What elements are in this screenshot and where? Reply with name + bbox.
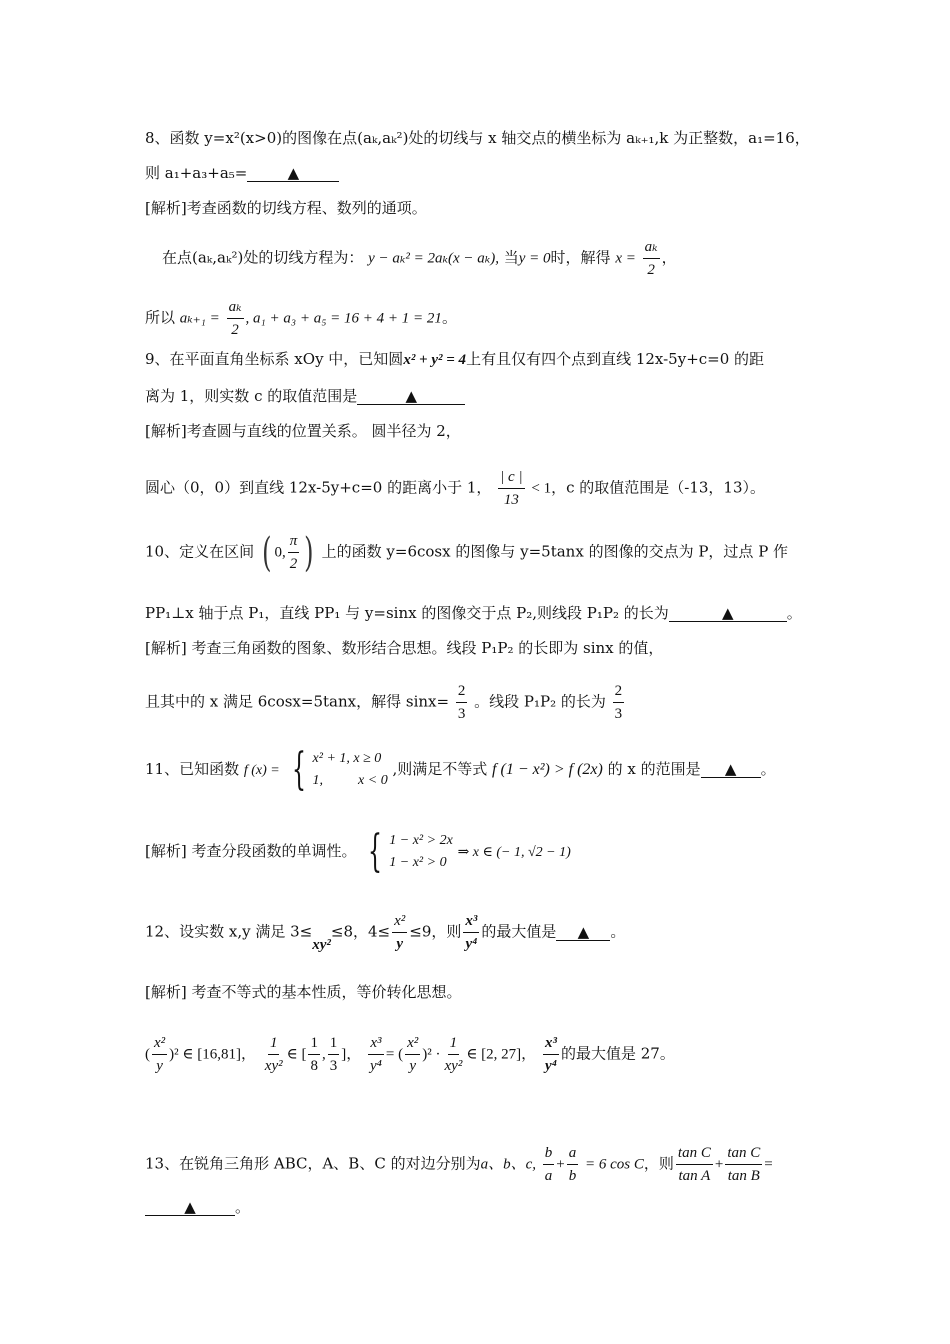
q9-solution (145, 466, 765, 511)
q13-frac-tanC-tanB (725, 1142, 762, 1187)
q8-comma: ， (661, 248, 677, 267)
q12-x2: x² (392, 910, 407, 933)
q13-line2 (145, 1197, 250, 1217)
q9-line1-pre: 9、在平面直角坐标系 xOy 中，已知圆 (145, 350, 404, 368)
q9-analysis: [解析]考查圆与直线的位置关系。 圆半径为 2， (145, 422, 461, 440)
q11-case2: 1, x < 0 (312, 773, 388, 788)
q13-tanC2: tan C (725, 1142, 762, 1165)
q13-a-den: a (544, 1168, 553, 1184)
q12-s-frac3-num: x³ (368, 1032, 383, 1055)
q10-analysis: [解析] 考查三角函数的图象、数形结合思想。线段 P₁P₂ 的长即为 sinx 的值， (145, 639, 664, 657)
q12-s-one3-den: 3 (329, 1058, 338, 1074)
q12-mid2: ≤9，则 (409, 922, 462, 941)
triangle-icon: ▲ (724, 760, 737, 778)
q8-frac2-ak-2 (227, 296, 244, 341)
q13-eq-6cosC: = 6 cos C (585, 1156, 644, 1173)
q12-s-one8-num: 1 (308, 1032, 320, 1055)
q12-s-frac4 (405, 1032, 420, 1077)
q11-inequality: f (1 − x²) > f (2x) (492, 761, 603, 778)
q9-line2 (145, 386, 465, 406)
q9-line2-text: 离为 1，则实数 c 的取值范围是 (145, 387, 358, 405)
q11-line (145, 744, 776, 795)
q12-s-frac-1-3 (328, 1032, 340, 1077)
q8-sol2-lhs: aₖ₊₁ = (179, 310, 220, 327)
q12-frac-x3-y4 (463, 910, 479, 955)
q10-frac-2-3 (456, 680, 468, 725)
q12-frac-x2-y (392, 910, 407, 955)
q8-frac2-den: 2 (231, 322, 239, 338)
q8-line1: 8、函数 y=x²(x>0)的图像在点(aₖ,aₖ²)处的切线与 x 轴交点的横坐标为 aₖ₊₁,k 为正整数，a₁=16， (145, 129, 810, 147)
q12-y4: y⁴ (465, 936, 478, 952)
q8-solution-line1 (162, 236, 677, 281)
q11-fx: f (x) = (243, 763, 280, 778)
q12-s-sep3: ， (521, 1044, 537, 1063)
q11-mid: ,则满足不等式 (392, 760, 488, 778)
q8-sum-result: , a₁ + a₃ + a₅ = 16 + 4 + 1 = 21 (245, 310, 442, 327)
q12-s-sep2: ， (346, 1044, 362, 1063)
q13-mid: ，则 (643, 1154, 674, 1173)
q10-frac-den: 3 (457, 706, 466, 722)
q10-solution (145, 680, 626, 725)
q10-pi-den: 2 (289, 556, 298, 572)
q10-line2 (145, 603, 802, 623)
q12-s-rbracket: ] (341, 1046, 347, 1063)
q8-frac-den: 2 (647, 262, 655, 278)
q13-answer-blank (145, 1199, 235, 1216)
q13-tanC1: tan C (676, 1142, 713, 1165)
q11-cases (313, 748, 388, 792)
q8-frac-num: aₖ (643, 236, 660, 259)
q10-pi-num: π (288, 530, 300, 553)
q13-abc: a、b、c, (480, 1156, 536, 1173)
q13-plus2: + (714, 1156, 724, 1173)
q13-tanB: tan B (727, 1168, 760, 1184)
q12-s-sq: )² · (422, 1046, 441, 1063)
q8-x-equals: x = (615, 250, 636, 267)
q8-y-zero: y = 0 (518, 250, 551, 267)
q10-line2-text: PP₁⊥x 轴于点 P₁，直线 PP₁ 与 y=sinx 的图像交于点 P₂,则线段 P₁P₂ 的长为 (145, 604, 669, 622)
triangle-icon: ▲ (721, 604, 734, 622)
q12-s-frac2 (263, 1032, 285, 1077)
q9-frac-c-13 (498, 466, 524, 511)
q10-period: 。 (786, 604, 802, 622)
q8-period: 。 (441, 308, 457, 327)
q12-solution (145, 1032, 675, 1077)
q13-frac-tanC-tanA (676, 1142, 713, 1187)
q13-period: 。 (235, 1198, 251, 1216)
q13-frac-a-b (567, 1142, 579, 1187)
q9-answer-blank (357, 388, 465, 405)
q12-s-frac6-den: y⁴ (545, 1058, 557, 1074)
q13-tanA: tan A (678, 1168, 711, 1184)
q11-implies: ⇒ x ∈ (− 1, √2 − 1) (457, 845, 571, 860)
q12-s-frac1 (152, 1032, 167, 1077)
q8-analysis: [解析]考查函数的切线方程、数列的通项。 (145, 199, 427, 217)
q9-frac-num: | c | (498, 466, 524, 489)
triangle-icon: ▲ (577, 922, 590, 941)
q10-frac2-num: 2 (613, 680, 625, 703)
q13-plus: + (556, 1156, 565, 1173)
q12-s-frac-1-8 (308, 1032, 320, 1077)
q13-b-den: b (568, 1168, 577, 1184)
q9-less-than-one: < 1， (531, 480, 567, 497)
q12-s-lparen: ( (145, 1046, 150, 1063)
q12-y: y (396, 936, 404, 952)
q12-period: 。 (610, 922, 626, 941)
q11-analysis-line (145, 826, 571, 877)
q8-sol1-mid: 当 (503, 248, 519, 267)
q12-s-frac5-den: xy² (444, 1058, 463, 1074)
q12-pre: 12、设实数 x,y 满足 3≤ (145, 922, 313, 941)
q10-frac2-2-3 (613, 680, 625, 725)
q10-answer-blank (669, 605, 787, 622)
q11-answer-blank (701, 761, 761, 778)
q11-sys2: 1 − x² > 0 (389, 855, 447, 870)
q11-pre: 11、已知函数 (145, 760, 240, 778)
q13-frac-b-a (543, 1142, 555, 1187)
q11-case1: x² + 1, x ≥ 0 (312, 751, 382, 766)
q10-left-paren: ( (261, 529, 272, 576)
triangle-icon: ▲ (184, 1198, 196, 1216)
q8-sol2-pre: 所以 (145, 308, 176, 327)
q11-period: 。 (760, 760, 776, 778)
q12-answer-blank (556, 924, 610, 941)
q12-s-frac2-den: xy² (264, 1058, 283, 1074)
q13-b-num: b (543, 1142, 555, 1165)
q11-sys-brace: { (368, 826, 383, 877)
q12-s-sep1: ， (241, 1044, 257, 1063)
q12-s-frac2-num: 1 (268, 1032, 280, 1055)
q12-final: 的最大值是 27。 (560, 1044, 675, 1063)
q13-equals: = (764, 1156, 773, 1173)
q10-interval-zero: 0, (274, 544, 286, 561)
q12-s-comma: , (321, 1046, 326, 1063)
q10-frac2-den: 3 (614, 706, 623, 722)
q12-line (145, 910, 625, 955)
q10-frac-pi-2 (288, 530, 300, 575)
q10-line1-pre: 10、定义在区间 (145, 542, 255, 561)
q13-line (145, 1142, 773, 1187)
q9-frac-den: 13 (503, 492, 519, 508)
q8-sol1-post: 时，解得 (550, 248, 611, 267)
q8-solution-line2 (145, 296, 457, 341)
q12-s-in: ∈ [ (286, 1046, 307, 1063)
q10-frac-num: 2 (456, 680, 468, 703)
q10-line1-post: 上的函数 y=6cosx 的图像与 y=5tanx 的图像的交点为 P，过点 P 作 (321, 542, 789, 561)
q12-post: 的最大值是 (481, 922, 557, 941)
q11-system (389, 830, 453, 874)
q12-s-eq: = ( (385, 1046, 404, 1063)
q12-s-frac6 (543, 1032, 559, 1077)
q9-line1-post: 上有且仅有四个点到直线 12x-5y+c=0 的距 (466, 350, 765, 368)
q12-s-range1: )² ∈ [16,81] (169, 1046, 241, 1063)
q8-sol1-pre: 在点(aₖ,aₖ²)处的切线方程为： (162, 248, 364, 267)
q12-s-frac3-den: y⁴ (370, 1058, 382, 1074)
q8-answer-blank (247, 165, 339, 182)
q12-s-one8-den: 8 (310, 1058, 318, 1074)
q12-s-one3-num: 1 (328, 1032, 340, 1055)
q8-line2 (145, 163, 339, 183)
q12-s-frac1-den: y (156, 1058, 163, 1074)
q8-frac2-num: aₖ (227, 296, 244, 319)
q10-right-paren: ) (304, 529, 314, 576)
q12-analysis: [解析] 考查不等式的基本性质，等价转化思想。 (145, 983, 462, 1001)
q13-pre: 13、在锐角三角形 ABC，A、B、C 的对边分别为 (145, 1154, 481, 1173)
q12-s-frac5 (443, 1032, 465, 1077)
q10-sol-pre: 且其中的 x 满足 6cosx=5tanx，解得 sinx= (145, 692, 450, 711)
q12-s-frac3 (368, 1032, 384, 1077)
q11-analysis: [解析] 考查分段函数的单调性。 (145, 842, 357, 860)
q8-frac-ak-2 (643, 236, 660, 281)
q11-sys1: 1 − x² > 2x (389, 833, 453, 848)
q11-post: 的 x 的范围是 (607, 760, 701, 778)
q9-sol-post: c 的取值范围是（-13，13）。 (566, 478, 765, 497)
q11-brace: { (291, 744, 306, 795)
q12-xy2: xy² (312, 936, 331, 953)
q12-x3: x³ (463, 910, 479, 933)
q9-line1 (145, 349, 764, 370)
q13-a-num: a (567, 1142, 579, 1165)
q9-circle-equation: x² + y² = 4 (403, 352, 467, 368)
triangle-icon: ▲ (287, 164, 300, 182)
q12-mid1: ≤8，4≤ (330, 922, 391, 941)
q12-s-frac5-num: 1 (448, 1032, 460, 1055)
q12-s-frac4-num: x² (405, 1032, 420, 1055)
q10-sol-mid: 。线段 P₁P₂ 的长为 (474, 692, 606, 711)
q12-s-frac1-num: x² (152, 1032, 167, 1055)
q10-line1 (145, 530, 788, 575)
q8-line2-text: 则 a₁+a₃+a₅= (145, 164, 248, 182)
triangle-icon: ▲ (405, 387, 418, 405)
q9-sol-pre: 圆心（0，0）到直线 12x-5y+c=0 的距离小于 1， (145, 478, 492, 497)
q12-s-range2: ∈ [2, 27] (466, 1046, 522, 1063)
q8-tangent-equation: y − aₖ² = 2aₖ(x − aₖ), (368, 250, 499, 267)
q12-s-frac4-den: y (409, 1058, 417, 1074)
q12-s-frac6-num: x³ (543, 1032, 559, 1055)
